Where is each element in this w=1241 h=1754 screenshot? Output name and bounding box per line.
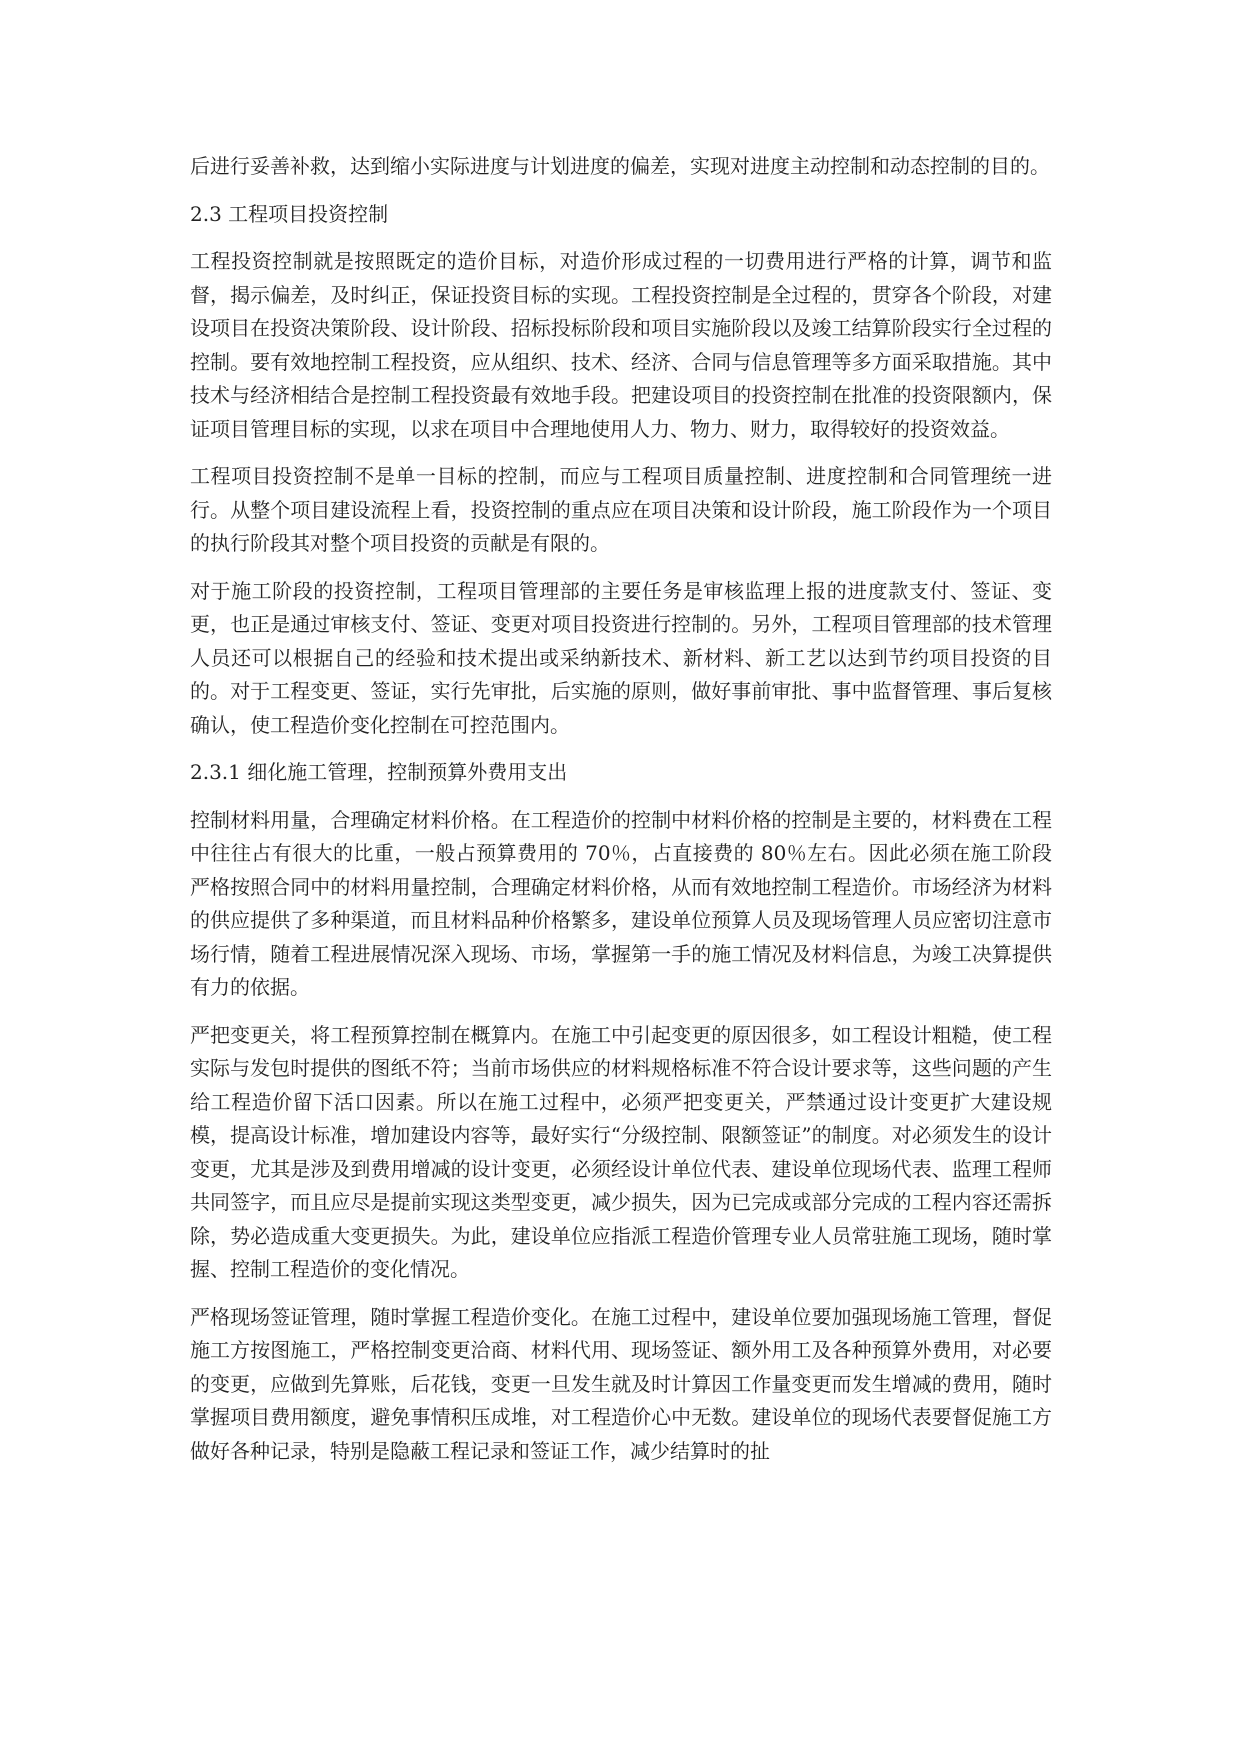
paragraph-material-control: 控制材料用量，合理确定材料价格。在工程造价的控制中材料价格的控制是主要的，材料费在工程中往往占有很大的比重，一般占预算费用的 70％，占直接费的 80％左右。因此必须在施工阶段严格按照合同中的材料用量控制，合理确定材料价格，从而有效地控制工程造价。市场经济为材料的供应提供了多种渠道，而且材料品种价格繁多，建设单位预算人员及现场管理人员应密切注意市场行情，随着工程进展情况深入现场、市场，掌握第一手的施工情况及材料信息，为竣工决算提供有力的依据。 [190, 807, 1052, 999]
paragraph-investment-control-scope: 工程项目投资控制不是单一目标的控制，而应与工程项目质量控制、进度控制和合同管理统一进行。从整个项目建设流程上看，投资控制的重点应在项目决策和设计阶段，施工阶段作为一个项目的执行阶段其对整个项目投资的贡献是有限的。 [190, 464, 1052, 555]
paragraph-construction-stage-control: 对于施工阶段的投资控制，工程项目管理部的主要任务是审核监理上报的进度款支付、签证、变更，也正是通过审核支付、签证、变更对项目投资进行控制的。另外，工程项目管理部的技术管理人员还可以根据自己的经验和技术提出或采纳新技术、新材料、新工艺以达到节约项目投资的目的。对于工程变更、签证，实行先审批，后实施的原则，做好事前审批、事中监督管理、事后复核确认，使工程造价变化控制在可控范围内。 [190, 578, 1052, 737]
section-heading-2-3-1: 2.3.1 细化施工管理，控制预算外费用支出 [190, 760, 568, 784]
document-body [190, 150, 1052, 1482]
section-heading-2-3: 2.3 工程项目投资控制 [190, 201, 389, 226]
paragraph-investment-control-definition: 工程投资控制就是按照既定的造价目标，对造价形成过程的一切费用进行严格的计算，调节和监督，揭示偏差，及时纠正，保证投资目标的实现。工程投资控制是全过程的，贯穿各个阶段，对建设项目在投资决策阶段、设计阶段、招标投标阶段和项目实施阶段以及竣工结算阶段实行全过程的控制。要有效地控制工程投资，应从组织、技术、经济、合同与信息管理等多方面采取措施。其中技术与经济相结合是控制工程投资最有效地手段。把建设项目的投资控制在批准的投资限额内，保证项目管理目标的实现，以求在项目中合理地使用人力、物力、财力，取得较好的投资效益。 [190, 249, 1052, 441]
paragraph-change-control: 严把变更关，将工程预算控制在概算内。在施工中引起变更的原因很多，如工程设计粗糙，使工程实际与发包时提供的图纸不符；当前市场供应的材料规格标准不符合设计要求等，这些问题的产生给工程造价留下活口因素。所以在施工过程中，必须严把变更关，严禁通过设计变更扩大建设规模，提高设计标准，增加建设内容等，最好实行“分级控制、限额签证”的制度。对必须发生的设计变更，尤其是涉及到费用增减的设计变更，必须经设计单位代表、建设单位现场代表、监理工程师共同签字，而且应尽是提前实现这类型变更，减少损失，因为已完成或部分完成的工程内容还需拆除，势必造成重大变更损失。为此，建设单位应指派工程造价管理专业人员常驻施工现场，随时掌握、控制工程造价的变化情况。 [190, 1022, 1052, 1281]
paragraph-site-visa-management: 严格现场签证管理，随时掌握工程造价变化。在施工过程中，建设单位要加强现场施工管理，督促施工方按图施工，严格控制变更洽商、材料代用、现场签证、额外用工及各种预算外费用，对必要的变更，应做到先算账，后花钱，变更一旦发生就及时计算因工作量变更而发生增减的费用，随时掌握项目费用额度，避免事情积压成堆，对工程造价心中无数。建设单位的现场代表要督促施工方做好各种记录，特别是隐蔽工程记录和签证工作，减少结算时的扯 [190, 1304, 1052, 1463]
paragraph-progress-remedy: 后进行妥善补救，达到缩小实际进度与计划进度的偏差，实现对进度主动控制和动态控制的目的。 [190, 154, 1050, 178]
